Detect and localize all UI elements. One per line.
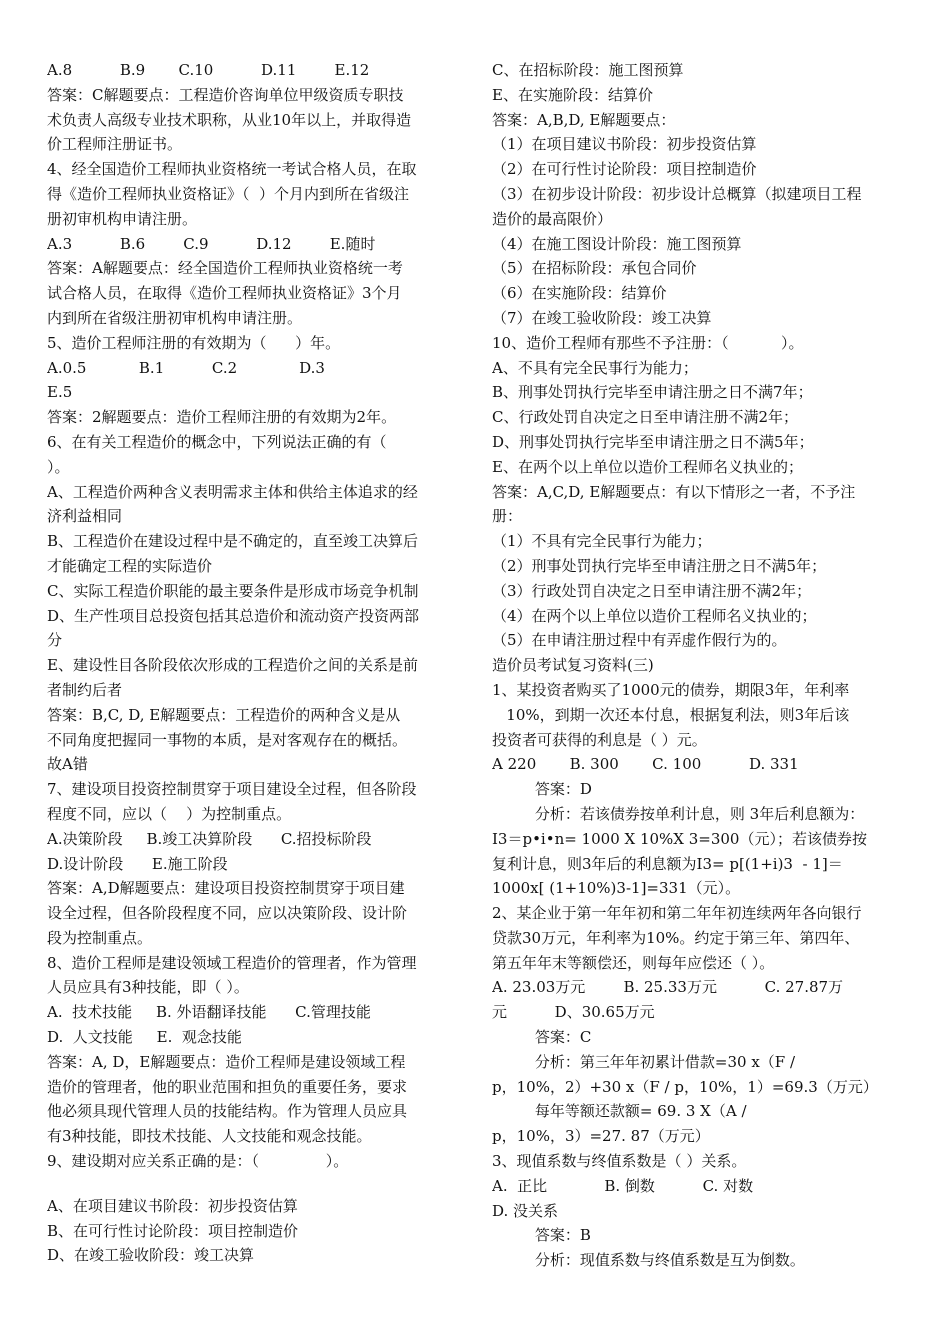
- right-text-line: （3）行政处罚自决定之日至申请注册不满2年；: [492, 581, 812, 600]
- right-text-line: 分析：第三年年初累计借款=30 x（F /: [492, 1052, 796, 1071]
- right-text-line: （6）在实施阶段：结算价: [492, 284, 667, 303]
- left-text-line: 答案：2解题要点：造价工程师注册的有效期为2年。: [47, 408, 397, 427]
- left-text-line: B、工程造价在建设过程中是不确定的，直至竣工决算后: [47, 532, 419, 551]
- left-text-line: A. 技术技能 B. 外语翻译技能 C.管理技能: [47, 1003, 371, 1022]
- left-text-line: 人员应具有3种技能，即（ ）。: [47, 978, 249, 997]
- right-text-line: A、不具有完全民事行为能力；: [492, 358, 698, 377]
- left-text-line: 程度不同，应以（ ）为控制重点。: [47, 804, 292, 823]
- left-text-line: 故A错: [47, 755, 88, 774]
- left-text-line: 试合格人员，在取得《造价工程师执业资格证》3个月: [47, 284, 402, 303]
- left-text-line: 答案：A,D解题要点：建设项目投资控制贯穿于项目建: [47, 879, 405, 898]
- left-text-line: 他必须具现代管理人员的技能结构。作为管理人员应具: [47, 1102, 408, 1121]
- left-text-line: 得《造价工程师执业资格证》（ ）个月内到所在省级注: [47, 184, 410, 203]
- right-text-line: E、在实施阶段：结算价: [492, 85, 653, 104]
- right-text-line: 贷款30万元，年利率为10%。约定于第三年、第四年、: [492, 928, 860, 947]
- right-text-line: p，10%，3）=27. 87（万元）: [492, 1127, 710, 1146]
- left-text-line: 有3种技能，即技术技能、人文技能和观念技能。: [47, 1127, 372, 1146]
- left-text-line: C、实际工程造价职能的最主要条件是形成市场竞争机制: [47, 581, 419, 600]
- left-text-line: A.决策阶段 B.竣工决算阶段 C.招投标阶段: [47, 829, 372, 848]
- left-text-line: 答案：A解题要点：经全国造价工程师执业资格统一考: [47, 259, 403, 278]
- right-text-line: 复利计息，则3年后的利息额为I3= p[(1+i)3 - 1]＝: [492, 854, 843, 873]
- right-text-line: 元 D、30.65万元: [492, 1003, 655, 1022]
- right-text-line: D. 没关系: [492, 1201, 559, 1220]
- right-text-line: B、刑事处罚执行完毕至申请注册之日不满7年；: [492, 383, 813, 402]
- right-text-line: 造价的最高限价）: [492, 209, 613, 228]
- right-text-line: （2）刑事处罚执行完毕至申请注册之日不满5年；: [492, 556, 827, 575]
- right-text-line: （4）在施工图设计阶段：施工图预算: [492, 234, 742, 253]
- left-text-line: 答案：B,C, D, E解题要点：工程造价的两种含义是从: [47, 705, 401, 724]
- left-text-line: E.5: [47, 383, 73, 402]
- right-column: [492, 58, 912, 1273]
- left-text-line: [47, 1174, 462, 1194]
- left-text-line: 分: [47, 631, 63, 650]
- left-text-line: ）。: [47, 457, 70, 476]
- right-text-line: C、在招标阶段：施工图预算: [492, 61, 684, 79]
- right-text-line: 每年等额还款额= 69. 3 X（A /: [492, 1102, 747, 1121]
- right-text-line: 答案：A,C,D, E解题要点：有以下情形之一者，不予注: [492, 482, 856, 501]
- left-text-line: B、在可行性讨论阶段：项目控制造价: [47, 1221, 299, 1240]
- right-text-line: （5）在申请注册过程中有弄虚作假行为的。: [492, 631, 787, 650]
- right-text-line: 1、某投资者购买了1000元的债券，期限3年，年利率: [492, 680, 850, 699]
- left-text-line: 才能确定工程的实际造价: [47, 556, 213, 575]
- right-text-line: 册：: [492, 507, 523, 526]
- right-text-line: I3＝p•i•n= 1000 X 10%X 3=300（元）；若该债券按: [492, 829, 867, 848]
- left-text-line: 答案：A, D，E解题要点：造价工程师是建设领域工程: [47, 1052, 406, 1071]
- left-text-line: 5、造价工程师注册的有效期为（ ）年。: [47, 333, 341, 352]
- right-text-line: 答案：D: [492, 780, 592, 799]
- left-text-line: D、在竣工验收阶段：竣工决算: [47, 1246, 255, 1265]
- left-text-line: A、在项目建议书阶段：初步投资估算: [47, 1196, 298, 1215]
- left-text-line: 册初审机构申请注册。: [47, 209, 198, 228]
- left-text-line: A.8 B.9 C.10 D.11 E.12: [47, 61, 370, 79]
- right-text-line: C、行政处罚自决定之日至申请注册不满2年；: [492, 408, 799, 427]
- right-text-line: 造价员考试复习资料(三): [492, 656, 654, 675]
- left-text-line: 答案：C解题要点：工程造价咨询单位甲级资质专职技: [47, 85, 404, 104]
- left-text-line: 济利益相同: [47, 507, 123, 526]
- right-text-line: （4）在两个以上单位以造价工程师名义执业的；: [492, 606, 817, 625]
- right-text-line: 分析：若该债券按单利计息，则 3年后利息额为：: [492, 804, 865, 823]
- left-text-line: 7、建设项目投资控制贯穿于项目建设全过程，但各阶段: [47, 780, 417, 799]
- right-text-line: （7）在竣工验收阶段：竣工决算: [492, 308, 712, 327]
- left-text-line: 内到所在省级注册初审机构申请注册。: [47, 308, 303, 327]
- right-text-line: 1000x[ (1+10%)3-1]=331（元）。: [492, 879, 741, 898]
- right-text-line: 答案：B: [492, 1226, 591, 1245]
- right-text-line: 10、造价工程师有那些不予注册：（ ）。: [492, 333, 804, 352]
- right-text-line: 分析：现值系数与终值系数是互为倒数。: [492, 1251, 805, 1270]
- right-text-line: （5）在招标阶段：承包合同价: [492, 259, 697, 278]
- left-text-line: 9、建设期对应关系正确的是：（ ）。: [47, 1152, 349, 1171]
- right-text-line: （1）在项目建议书阶段：初步投资估算: [492, 135, 757, 154]
- left-text-line: D、生产性项目总投资包括其总造价和流动资产投资两部: [47, 606, 420, 625]
- left-text-line: 4、经全国造价工程师执业资格统一考试合格人员，在取: [47, 160, 417, 179]
- left-text-line: 不同角度把握同一事物的本质，是对客观存在的概括。: [47, 730, 408, 749]
- right-text-line: A 220 B. 300 C. 100 D. 331: [492, 755, 799, 774]
- right-text-line: （2）在可行性讨论阶段：项目控制造价: [492, 160, 757, 179]
- left-text-line: D. 人文技能 E. 观念技能: [47, 1028, 242, 1047]
- right-text-line: 3、现值系数与终值系数是（ ）关系。: [492, 1152, 747, 1171]
- left-text-line: A.3 B.6 C.9 D.12 E.随时: [47, 234, 376, 253]
- left-text-line: 8、造价工程师是建设领域工程造价的管理者，作为管理: [47, 953, 417, 972]
- right-text-line: 答案：C: [492, 1028, 592, 1047]
- right-text-line: p，10%，2）+30 x（F / p，10%，1）=69.3（万元）: [492, 1077, 878, 1096]
- right-text-line: 10%，到期一次还本付息，根据复利法，则3年后该: [492, 705, 850, 724]
- right-text-line: 投资者可获得的利息是（ ）元。: [492, 730, 707, 749]
- left-text-line: 造价的管理者，他的职业范围和担负的重要任务，要求: [47, 1077, 408, 1096]
- left-text-line: 者制约后者: [47, 680, 123, 699]
- left-text-line: 价工程师注册证书。: [47, 135, 183, 154]
- right-text-line: （1）不具有完全民事行为能力；: [492, 532, 712, 551]
- left-text-line: 段为控制重点。: [47, 928, 153, 947]
- left-text-line: E、建设性目各阶段依次形成的工程造价之间的关系是前: [47, 656, 418, 675]
- right-text-line: 第五年年末等额偿还，则每年应偿还（ ）。: [492, 953, 775, 972]
- right-text-line: D、刑事处罚执行完毕至申请注册之日不满5年；: [492, 432, 814, 451]
- right-text-line: E、在两个以上单位以造价工程师名义执业的；: [492, 457, 803, 476]
- left-column: [47, 58, 462, 1268]
- left-text-line: D.设计阶段 E.施工阶段: [47, 854, 228, 873]
- right-text-line: A. 正比 B. 倒数 C. 对数: [492, 1176, 754, 1195]
- right-text-line: （3）在初步设计阶段：初步设计总概算（拟建项目工程: [492, 184, 862, 203]
- right-text-line: A. 23.03万元 B. 25.33万元 C. 27.87万: [492, 978, 844, 997]
- left-text-line: 设全过程，但各阶段程度不同，应以决策阶段、设计阶: [47, 904, 408, 923]
- left-text-line: A.0.5 B.1 C.2 D.3: [47, 358, 325, 377]
- left-text-line: A、工程造价两种含义表明需求主体和供给主体追求的经: [47, 482, 418, 501]
- left-text-line: 术负责人高级专业技术职称，从业10年以上，并取得造: [47, 110, 412, 129]
- right-text-line: 答案：A,B,D, E解题要点：: [492, 110, 676, 129]
- left-text-line: 6、在有关工程造价的概念中，下列说法正确的有（: [47, 432, 387, 451]
- right-text-line: 2、某企业于第一年年初和第二年年初连续两年各向银行: [492, 904, 862, 923]
